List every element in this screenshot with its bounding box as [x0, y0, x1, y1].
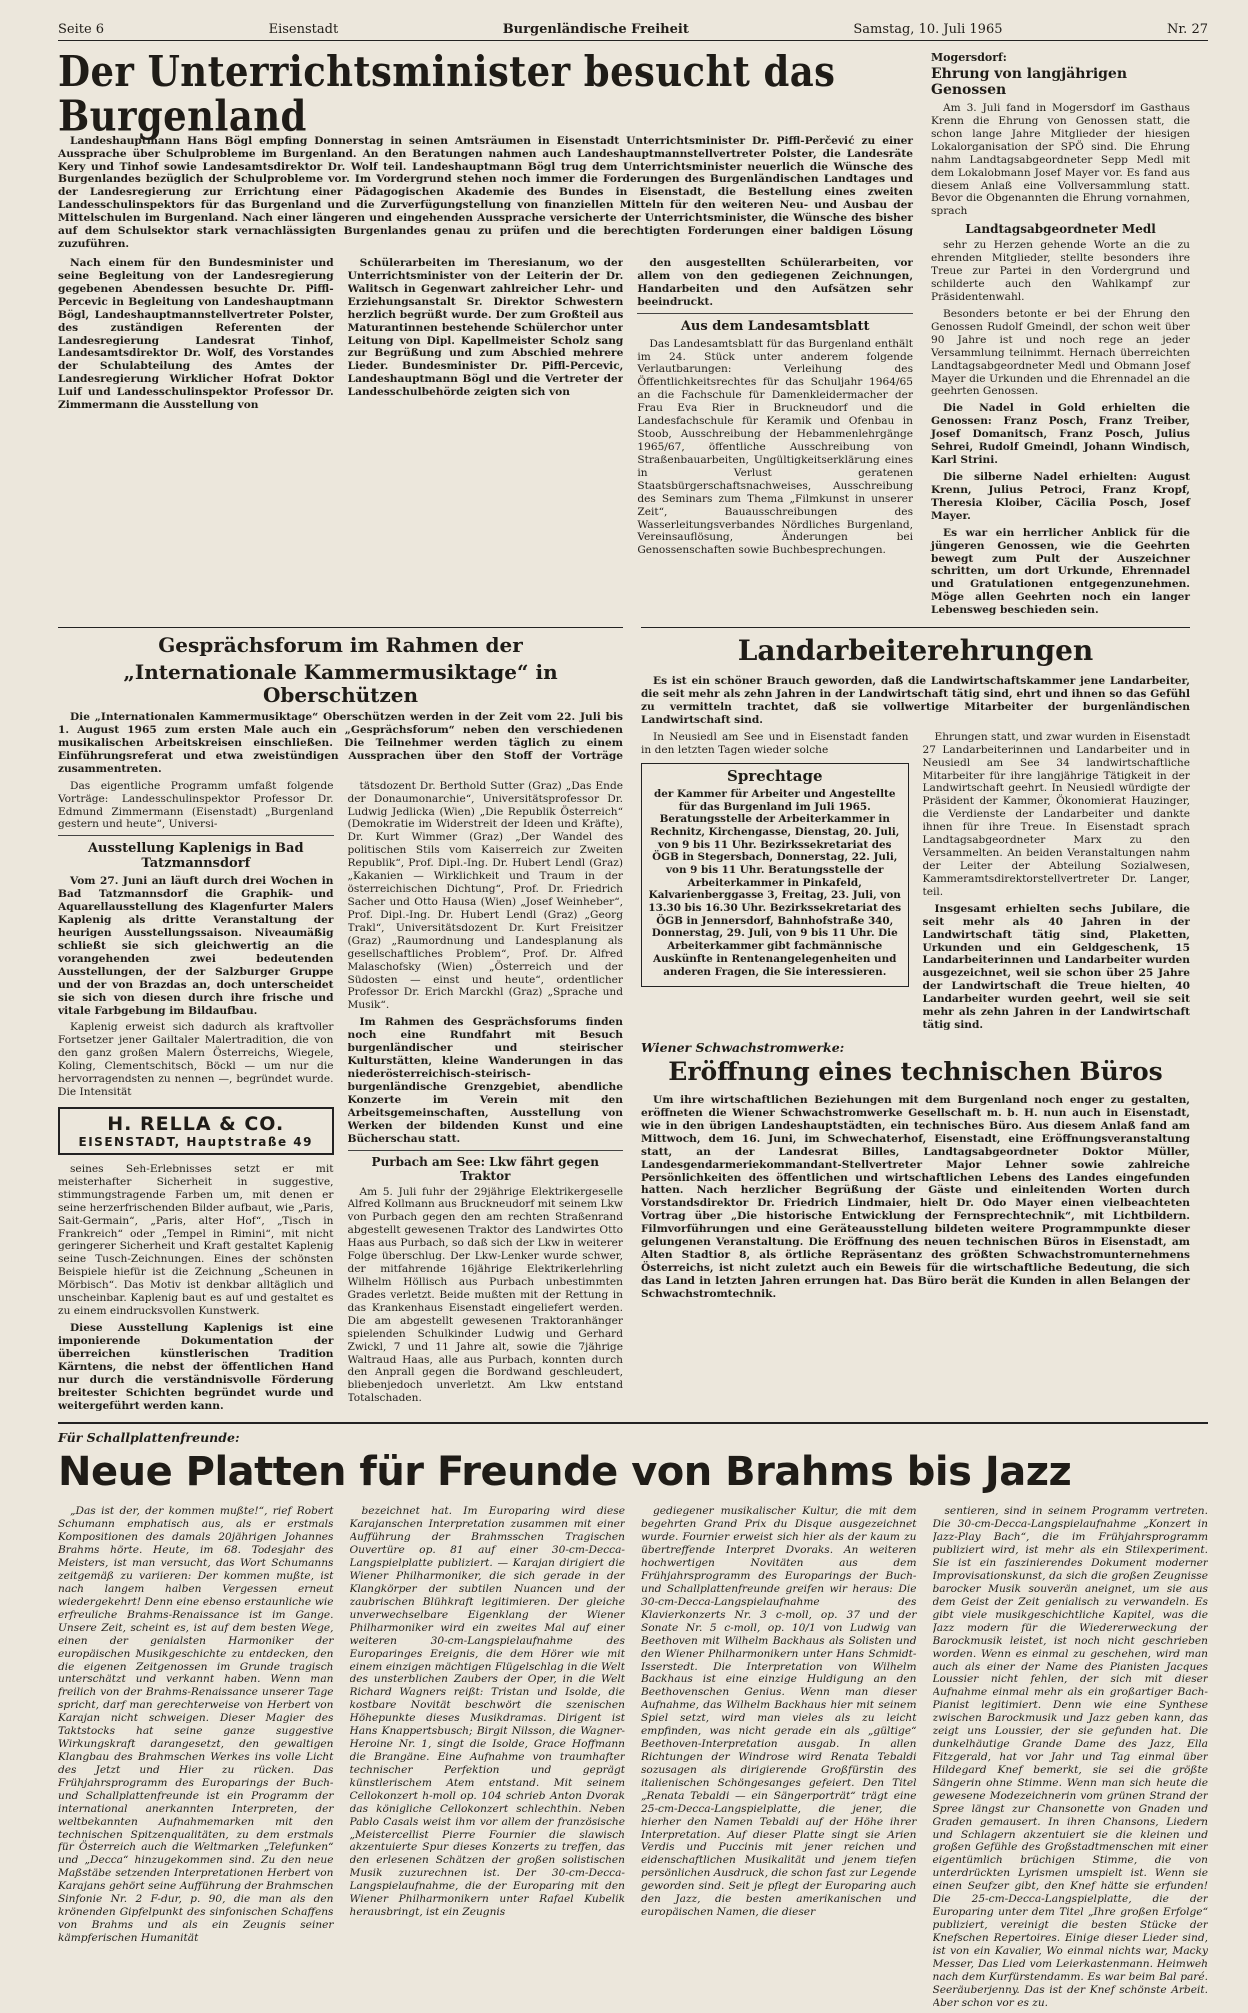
lower-left-block	[58, 621, 623, 1416]
main-col-3-text: den ausgestellten Schülerarbeiten, vor allem von den gediegenen Zeichnungen, Handarbeiten und den Aufsätzen sehr beeindruckt.	[637, 256, 914, 308]
sprechtage-text: der Kammer für Arbeiter und Angestellte für das Burgenland im Juli 1965. Beratungsstelle der Arbeiterkammer in Rechnitz, Kirchengasse, Dienstag, 20. Juli, von 9 bis 11 Uhr. Bezirkssekretariat des ÖGB in Stegersbach, Donnerstag, 22. Juli, von 9 bis 11 Uhr. Beratungsstelle der Arbeiterkammer in Pinkafeld, Kalvarienberggasse 3, Freitag, 23. Juli, von 13.30 bis 16.30 Uhr. Bezirkssekretariat des ÖGB in Jennersdorf, Bahnhofstraße 340, Donnerstag, 29. Juli, von 9 bis 11 Uhr. Die Arbeiterkammer gibt fachmännische Auskünfte in Rentenangelegenheiten und anderen Fragen, die Sie interessieren.	[648, 787, 902, 978]
forum-text-a: Das eigentliche Programm umfaßt folgende Vorträge: Landesschulinspektor Professor Dr. Edmund Zimmermann (Eisenstadt) „Burgenland gestern und heute“, Universi-	[58, 779, 334, 831]
platten-col-2	[350, 1505, 626, 2013]
sprechtage-box	[641, 763, 909, 988]
platten-col-1-text: „Das ist der, der kommen mußte!“, rief Robert Schumann emphatisch aus, als er erstmals Kompositionen des damals 20jährigen Johannes Brahms hörte. Heute, im 68. Todesjahr des Meisters, ist man versucht, das Wort Schumanns zeitgemäß zu variieren: Der kommen mußte, ist nach langem halben Vergessen erneut wiedergekehrt! Denn eine ebenso erstaunliche wie erfreuliche Brahms-Renaissance ist im Gange. Unsere Zeit, scheint es, ist auf dem besten Wege, einen der genialsten Harmoniker der europäischen Musikgeschichte zu entdecken, den die eigenen Zeitgenossen im Grunde tragisch unterschätzt und verkannt haben. Wenn man freilich von der Brahms-Renaissance unserer Tage spricht, darf man gerechterweise von Herbert von Karajan nicht schweigen. Dieser Magier des Taktstocks hat seine ganze suggestive Wirkungskraft darangesetzt, den gewaltigen Klangbau des Brahmschen Werkes ins volle Licht des Jetzt und Hier zu rücken. Das Frühjahrsprogramm des Europarings der Buch- und Schallplattenfreunde ist ein Programm der international anerkannten Interpreten, der weltbekannten Aufnahmemarken mit den technischen Spitzenqualitäten, zu dem erstmals für Österreich auch die Weltmarken „Telefunken“ und „Decca“ hinzugekommen sind. Zu den neue Maßstäbe setzenden Interpretationen Herbert von Karajans gehört seine Aufführung der Brahmschen Sinfonie Nr. 2 F-dur, p. 90, die man als den krönenden Gipfelpunkt des sinfonischen Schaffens von Brahms und als ein Zeugnis seiner kämpferischen Humanität	[58, 1505, 334, 1944]
landarbeiter-lead: Es ist ein schöner Brauch geworden, daß die Landwirtschaftskammer jene Landarbeiter, die seit mehr als zehn Jahren in der Landwirtschaft tätig sind, ehrt und ihnen so das Gefühl zu vermitteln trachtet, daß sie vollwertige Mitarbeiter der burgenländischen Landwirtschaft sind.	[641, 675, 1190, 726]
sidebar-subhead: Landtagsabgeordneter Medl	[965, 222, 1156, 237]
sidebar-kicker: Mogersdorf:	[931, 51, 1007, 64]
forum-lead: Die „Internationalen Kammermusiktage“ Oberschützen werden in der Zeit vom 22. Juli bis 1. August 1965 zum ersten Male auch ein „Gesprächsforum“ neben den verschiedenen musikalischen Arbeitskreisen einschließen. Die Teilnehmer werden täglich zu einem Einführungsreferat und etwa zweistündigen Aussprachen über den Stoff der Vorträge zusammentreten.	[58, 711, 623, 775]
landarbeiter-text-b: Ehrungen statt, und zwar wurden in Eisenstadt 27 Landarbeiterinnen und Landarbeiter und in Neusiedl am See 34 landwirtschaftliche Mitarbeiter für ihre langjährige Tätigkeit in der Landwirtschaft geehrt. In Neusiedl würdigte der Präsident der Kammer, Ökonomierat Hauzinger, die Verdienste der Landarbeiter und dankte ihnen für ihre Treue. In Eisenstadt sprach Landtagsabgeordneter Marx zu den Versammelten. An beiden Veranstaltungen nahm der Leiter der Abteilung Sozialwesen, Kammeramtsdirektorstellvertreter Dr. Langer, teil.	[922, 730, 1190, 898]
schwachstrom-headline: Eröffnung eines technischen Büros	[668, 1057, 1163, 1086]
platten-headline: Neue Platten für Freunde von Brahms bis Jazz	[58, 1449, 1072, 1496]
sprechtage-headline: Sprechtage	[727, 766, 823, 785]
landesamtsblatt-headline: Aus dem Landesamtsblatt	[680, 318, 870, 334]
landesamtsblatt-text: Das Landesamtsblatt für das Burgenland enthält im 24. Stück unter anderem folgende Verlautbarungen: Verleihung des Öffentlichkeitsrechtes für das Schuljahr 1964/65 an die Fachschule für Damenkleidermacher der Frau Eva Rier in Bruckneudorf und die Landesfachschule für Keramik und Ofenbau in Stoob, Ausschreibung der Hebammenlehrgänge 1965/67, öffentliche Ausschreibung von Straßenbauarbeiten, Ungültigkeitserklärung eines in Verlust geratenen Staatsbürgerschaftsnachweises, Ausschreibung des Seminars zum Thema „Filmkunst in unserer Zeit“, Bauausschreibungen des Wasserleitungsverbandes Nördliches Burgenland, Vereinsauflösung, Änderungen bei Genossenschaften sowie Buchbesprechungen.	[637, 337, 914, 557]
landarbeiter-col-left	[641, 731, 909, 1036]
purbach-text: Am 5. Juli fuhr der 29jährige Elektrikergeselle Alfred Kollmann aus Bruckneudorf mit seinem Lkw von Purbach gegen den am rechten Straßenrand abgestellt gewesenen Traktor des Landwirtes Otto Haas aus Purbach, so daß sich der Lkw in weiterer Folge überschlug. Der Lkw-Lenker wurde schwer, der mitfahrende 16jährige Elektrikerlehrling Wilhelm Höllisch aus Purbach unbestimmten Grades verletzt. Beide mußten mit der Rettung in das Krankenhaus Eisenstadt eingeliefert werden. Die am abgestellt gewesenen Traktoranhänger spielenden Schulkinder Ludwig und Gerhard Zwickl, 7 und 11 Jahre alt, sowie die 7jährige Waltraud Haas, alle aus Purbach, konnten durch den Anprall gegen die Bordwand geschleudert, bliebenjedoch unverletzt. Am Lkw entstand Totalschaden.	[347, 1185, 623, 1405]
main-col-2	[348, 257, 624, 561]
sidebar	[931, 49, 1190, 621]
platten-col-2-text: bezeichnet hat. Im Europaring wird diese Karajanschen Interpretation zusammen mit einer Aufführung der Brahmsschen Tragischen Ouvertüre op. 81 auf einer 30-cm-Decca-Langspielplatte publiziert. — Karajan dirigiert die Wiener Philharmoniker, die sich gerade in der Klangkörper der subtilen Nuancen und der zaubrischen Blühkraft legitimieren. Der gleiche unverwechselbare Eigenklang der Wiener Philharmoniker wird ein zweites Mal auf einer weiteren 30-cm-Langspielaufnahme des Europaringes Ereignis, die dem Hörer wie mit einem einzigen mächtigen Flügelschlag in die Welt des unsterblichen Zaubers der Oper, in die Welt Richard Wagners reißt: Tristan und Isolde, die kostbare Novität beschwört die szenischen Höhepunkte dieses Musikdramas. Dirigent ist Hans Knappertsbusch; Birgit Nilsson, die Wagner-Heroine Nr. 1, singt die Isolde, Grace Hoffmann die Brangäne. Eine Aufnahme von traumhafter technischer Perfektion und geprägt künstlerischem Atem entstand. Mit seinem Cellokonzert h-moll op. 104 schrieb Anton Dvorak das königliche Cellokonzert schlechthin. Neben Pablo Casals weist ihm vor allem der französische „Meistercellist Pierre Fournier die slawisch akzentuierte Spur dieses Konzerts zu treffen, das den erlesenen Schätzen der großen solistischen Musik zuzurechnen ist. Der 30-cm-Decca-Langspielaufnahme, die der Europaring mit den Wiener Philharmonikern unter Rafael Kubelik herausbringt, ist ein Zeugnis	[349, 1505, 625, 1919]
main-col-1	[58, 257, 334, 561]
platten-col-3-text: gediegener musikalischer Kultur, die mit dem begehrten Grand Prix du Disque ausgezeichnet wurde. Fournier erweist sich hier als der kaum zu übertreffende Interpret Dvoraks. An weiteren hochwertigen Novitäten aus dem Frühjahrsprogramm des Europarings der Buch- und Schallplattenfreunde greifen wir heraus: Die 30-cm-Decca-Langspielaufnahme des Klavierkonzerts Nr. 3 c-moll, op. 37 und der Sonate Nr. 5 c-moll, op. 10/1 von Ludwig van Beethoven mit Wilhelm Backhaus als Solisten und den Wiener Philharmonikern unter Hans Schmidt-Isserstedt. Die Interpretation von Wilhelm Backhaus ist eine einzige Huldigung an den Beethovenschen Genius. Wenn man dieser Aufnahme, das Wilhelm Backhaus hier mit seinem Spiel setzt, wird man vieles als zu leicht empfinden, was nicht gerade ein als „gültige“ Beethoven-Interpretation ausgab. In allen Richtungen der Windrose wird Renata Tebaldi sozusagen als dirigierende Großfürstin des italienischen Schöngesanges gefeiert. Den Titel „Renata Tebaldi — ein Sängerporträt“ trägt eine 25-cm-Decca-Langspielplatte, die jener, die hierher den Namen Tebaldi auf der Höhe ihrer Interpretation. Auf dieser Platte singt sie Arien Verdis und Puccinis mit jener reichen und eidenschaftlichen Musikalität und jenem tiefen persönlichen Ausdruck, die schon fast zur Legende geworden sind. Seit je pflegt der Europaring auch den Jazz, die besten amerikanischen und europäischen Namen, die dieser	[641, 1505, 917, 1919]
landarbeiter-col-right	[923, 731, 1191, 1036]
purbach-headline: Purbach am See: Lkw fährt gegen Traktor	[371, 1154, 599, 1183]
landarbeiter-text-a: In Neusiedl am See und in Eisenstadt fanden in den letzten Tagen wieder solche	[641, 730, 909, 756]
schwachstrom-text: Um ihre wirtschaftlichen Beziehungen mit dem Burgenland noch enger zu gestalten, eröffneten die Wiener Schwachstromwerke Gesellschaft m. b. H. nun auch in Eisenstadt, wie in den übrigen Landeshauptstädten, ein technisches Büro. Aus diesem Anlaß fand am Mittwoch, dem 16. Juni, im Schwechaterhof, Eisenstadt, eine Eröffnungsveranstaltung statt, an der Landesrat Billes, Landtagsabgeordneter Doktor Müller, Landesgendarmeriekommandant-Stellvertreter Major Lehner sowie zahlreiche Persönlichkeiten des öffentlichen und wirtschaftlichen Lebens des Landes eingefunden hatten. Nach herzlicher Begrüßung der Gäste und einleitenden Worten durch Vorstandsdirektor Dr. Friedrich Lindmaier, hielt Dr. Odo Mayer einen vielbeachteten Vortrag über „Die historische Entwicklung der Fernsprechtechnik“, mit Lichtbildern. Filmvorführungen und eine Geräteausstellung bildeten weitere Programmpunkte dieser gelungenen Veranstaltung. Die Eröffnung des neuen technischen Büros in Eisenstadt, am Alten Stadtior 8, als örtliche Repräsentanz des größten Schwachstromunternehmens Österreichs, ist nicht zuletzt auch ein Beweis für die wirtschaftliche Bedeutung, die sich das Land in letzten Jahren errungen hat. Das Büro berät die Kunden in allen Belangen der Schwachstromtechnik.	[641, 1094, 1190, 1300]
issue-date: Samstag, 10. Juli 1965	[853, 22, 1003, 37]
forum-text-b: tätsdozent Dr. Berthold Sutter (Graz) „Das Ende der Donaumonarchie“, Universitätsprofessor Dr. Ludwig Jedlicka (Wien) „Die Republik Österreich“ (Demokratie im Widerstreit der Ideen und Kräfte), Dr. Kurt Wimmer (Graz) „Der Wandel des politischen Stils vom Kaiserreich zur Zweiten Republik“, Prof. Dipl.-Ing. Dr. Hubert Lendl (Graz) „Kakanien — Wirklichkeit und Traum in der österreichischen Dichtung“, Prof. Dr. Friedrich Sacher und Otto Hausa (Wien) „Josef Weinheber“, Prof. Dipl.-Ing. Dr. Hubert Lendl (Graz) „Georg Trakl“, Universitätsdozent Dr. Kurt Freisitzer (Graz) „Raumordnung und Landesplanung als gesellschaftliches Problem“, Prof. Dr. Alfred Malaschofsky (Wien) „Österreich und der Südosten — einst und heute“, ordentlicher Professor Dr. Erich Marckhl (Graz) „Sprache und Musik“.	[347, 779, 623, 1012]
schwachstrom-kicker: Wiener Schwachstromwerke:	[641, 1040, 845, 1055]
kaplenig-text-3: Diese Ausstellung Kaplenigs ist eine imponierende Dokumentation der überreichen künstlerischen Tradition Kärntens, die nebst der öffentlichen Hand nur durch die verständnisvolle Förderung breitester Schichten begründet wurde und weitergeführt werden kann.	[58, 1322, 334, 1412]
sidebar-text-4: Die Nadel in Gold erhielten die Genossen: Franz Posch, Franz Treiber, Josef Domanitsch, Franz Posch, Julius Sehrei, Rudolf Gmeindl, Johann Windisch, Karl Strini.	[931, 402, 1190, 467]
platten-col-1	[58, 1505, 334, 2013]
forum-text-c: Im Rahmen des Gesprächsforums finden noch eine Rundfahrt mit Besuch burgenländischer und steirischer Kulturstätten, kleine Wanderungen in das niederösterreichisch-steirisch-burgenländische Grenzgebiet, abendliche Konzerte im Verein mit den Arbeitsgemeinschaften, Ausstellung von Werken der bildenden Kunst und eine Bücherschau statt.	[347, 1016, 623, 1145]
lower-right-block	[641, 621, 1190, 1416]
masthead	[58, 22, 1208, 41]
sidebar-text-5: Die silberne Nadel erhielten: August Krenn, Julius Petroci, Franz Kropf, Theresia Kloiber, Cäcilia Posch, Josef Mayer.	[931, 470, 1190, 522]
platten-section	[58, 1422, 1208, 2013]
forum-col-left	[58, 780, 334, 1417]
landarbeiter-headline: Landarbeiterehrungen	[737, 634, 1094, 668]
main-area	[58, 45, 914, 621]
masthead-city: Eisenstadt	[268, 22, 339, 37]
main-lead-text: Landeshauptmann Hans Bögl empfing Donnerstag in seinen Amtsräumen in Eisenstadt Unterrichtsminister Dr. Piffl-Perčević zu einer Aussprache über Schulprobleme im Burgenland. An den Beratungen nahmen auch Landeshauptmannstellvertreter Polster, die Landesräte Kery und Tinhof sowie Landesamtsdirektor Dr. Wolf teil. Landeshauptmann Bögl trug dem Unterrichtsminister neuerlich die Wünsche des Burgenlandes bezüglich der Schulprobleme vor. Im Vordergrund stehen noch immer die Forderungen des Burgenländischen Landtages und der Landesregierung zur Errichtung einer Pädagogischen Akademie des Bundes in Eisenstadt, die Bestellung eines zweiten Landesschulinspektors für das Burgenland und die Zurverfügungstellung von finanziellen Mitteln für den weiteren Neu- und Ausbau der Mittelschulen im Burgenland. Nach einer längeren und eingehenden Aussprache versicherte der Unterrichtsminister, die Wünsche des bisher auf dem Schulsektor stark vernachlässigten Burgenlandes genau zu prüfen und die berechtigten Forderungen einer baldigen Lösung zuzuführen.	[58, 134, 913, 251]
main-lead	[58, 135, 913, 251]
platten-kicker: Für Schallplattenfreunde:	[58, 1430, 240, 1446]
sidebar-text-2: sehr zu Herzen gehende Worte an die zu ehrenden Mitglieder, stellte besonders ihre Treue zur Partei in den Vordergrund und schilderte auch den Wahlkampf zur Präsidentenwahl.	[931, 239, 1190, 303]
kaplenig-text: Kaplenig erweist sich dadurch als kraftvoller Fortsetzer jener Gailtaler Malertradition, die von den ganz großen Malern Österreichs, Wiegele, Koling, Clementschitsch, Böckl — um nur die hervorragendsten zu nennen —, begründet wurde. Die Intensität	[58, 1021, 334, 1099]
main-col-1-text: Nach einem für den Bundesminister und seine Begleitung von der Landesregierung gegebenen Abendessen besuchte Dr. Piffl-Percevic in Begleitung von Landeshauptmann Bögl, Landeshauptmannstellvertreter Polster, des zuständigen Referenten der Landesregierung Landesrat Tinhof, Landesamtsdirektor Dr. Wolf, des Vorstandes der Schulabteilung des Amtes der Landesregierung Wirklicher Hofrat Doktor Luif und Landesschulinspektor Professor Dr. Zimmermann die Ausstellung von	[58, 256, 334, 412]
main-col-3	[637, 257, 913, 561]
landarbeiter-text-c: Insgesamt erhielten sechs Jubilare, die seit mehr als 40 Jahren in der Landwirtschaft tätig sind, Plaketten, Urkunden und ein Geldgeschenk, 15 Landarbeiterinnen und Landarbeiter wurden ausgezeichnet, weil sie schon über 25 Jahre der Landwirtschaft die Treue hielten, 40 Landarbeiter wurden geehrt, weil sie seit mehr als zehn Jahren in der Landwirtschaft tätig sind.	[922, 902, 1190, 1032]
main-headline: Der Unterrichtsminister besucht das Burgenland	[58, 45, 836, 141]
issue-number: Nr. 27	[1167, 22, 1208, 37]
paper-title: Burgenländische Freiheit	[502, 22, 689, 37]
main-col-2-text: Schülerarbeiten im Theresianum, wo der Unterrichtsminister von der Leiterin der Dr. Walitsch in Gegenwart zahlreicher Lehr- und Erziehungsanstalt Sr. Direktor Schwestern herzlich begrüßt wurde. Der zum Großteil aus Maturantinnen bestehende Schülerchor unter Leitung von Dipl. Kapellmeister Scholz sang zur Begrüßung und zum Abschied mehrere Lieder. Bundesminister Dr. Piffl-Percevic, Landeshauptmann Bögl und die Vertreter der Landesschulbehörde zeigten sich von	[347, 256, 624, 399]
kaplenig-headline: Ausstellung Kaplenigs in Bad Tatzmannsdorf	[87, 841, 304, 872]
forum-headline-1: Gesprächsforum im Rahmen der	[158, 633, 523, 658]
sidebar-headline: Ehrung von langjährigen Genossen	[931, 66, 1128, 98]
platten-col-3	[641, 1505, 917, 2013]
page-number: Seite 6	[58, 22, 105, 37]
platten-col-4-text: sentieren, sind in seinem Programm vertreten. Die 30-cm-Decca-Langspielaufnahme „Konzert in Jazz-Play Bach“, die im Frühjahrsprogramm publiziert wird, ist mehr als ein Stilexperiment. Sie ist ein faszinierendes Dokument moderner Improvisationskunst, da sich die großen Zeugnisse barocker Musik souverän aneignet, um sie aus dem Geist der Zeit genialisch zu verwandeln. Es gibt viele musikgeschichtliche Kapitel, was die Jazz modern für die Wiedererweckung der Barockmusik leistet, ist noch nicht geschrieben worden. Wenn es einmal zu geschehen, wird man auch als einer der Name des Pianisten Jacques Loussier nicht fehlen, der sich mit dieser Aufnahme einmal mehr als ein großartiger Bach-Pianist legitimiert. Denn wie eine Synthese zwischen Barockmusik und Jazz geben kann, das zeigt uns Loussier, der sie gefunden hat. Die dunkelhäutige Grande Dame des Jazz, Ella Fitzgerald, hat vor Jahr und Tag einmal über Hildegard Knef bemerkt, sie sei die größte Sängerin ohne Stimme. Wenn man sich heute die gewesene Modezeichnerin vom grünen Strand der Spree längst zur Chansonette von Gnaden und Graden gemausert. In ihren Chansons, Liedern und Schlagern akzentuiert sie die kleinen und großen Gefühle des Großstadtmenschen mit einer eigentümlich brüchigen Stimme, die von unterdrückten Lyrismen umspielt ist. Wenn sie einen Seufzer gibt, den Knef hätte sie erfunden! Die 25-cm-Decca-Langspielplatte, die der Europaring unter dem Titel „Ihre großen Erfolge“ publiziert, vereinigt die besten Stücke der Knefschen Repertoires. Einige dieser Lieder sind, ist von ein Kavalier, Wo einmal nichts war, Macky Messer, Das Lied vom Leierkastenmann. Heimweh nach dem Kurfürstendamm. Es war beim Bal paré. Seeräuberjenny. Das ist der Knef schönste Arbeit. Aber schon vor es zu.	[932, 1505, 1208, 2009]
forum-col-right	[348, 780, 624, 1417]
sidebar-text-6: Es war ein herrlicher Anblick für die jüngeren Genossen, wie die Geehrten bewegt zum Pult der Auszeichner schritten, um dort Urkunde, Ehrennadel und Gratulationen entgegenzunehmen. Möge allen Geehrten noch ein langer Lebensweg beschieden sein.	[931, 526, 1190, 617]
rella-advertisement	[58, 1107, 334, 1155]
forum-headline-2: „Internationale Kammermusiktage“ in Oberschützen	[123, 660, 558, 708]
sidebar-text-3: Besonders betonte er bei der Ehrung den Genossen Rudolf Gmeindl, der schon weit über 90 Jahre ist und noch rege an jeder Versammlung teilnimmt. Hernach überreichten Landtagsabgeordneter Medl und Obmann Josef Mayer die Urkunden und die Ehrennadel an die geehrten Genossen.	[931, 307, 1190, 398]
kaplenig-text-bold: Vom 27. Juni an läuft durch drei Wochen in Bad Tatzmannsdorf die Graphik- und Aquarellausstellung des Klagenfurter Malers Kaplenig als dritte Veranstaltung der heurigen Ausstellungssaison. Niveaumäßig schließt sie sich gleichwertig an die vorangehenden zwei bedeutenden Ausstellungen, der der Salzburger Gruppe und der von Brazdas an, doch unterscheidet sie sich von diesen durch ihre frische und vitale Farbgebung im Bildaufbau.	[58, 875, 334, 1017]
ad-company-name: H. RELLA & CO.	[107, 1112, 285, 1135]
sidebar-text-1: Am 3. Juli fand in Mogersdorf im Gasthaus Krenn die Ehrung von Genossen statt, die schon lange Jahre Mitglieder der hiesigen Lokalorganisation der SPÖ sind. Die Ehrung nahm Landtagsabgeordneter Sepp Medl mit dem Lokalobmann Josef Mayer vor. Es fand aus diesem Anlaß eine Vollversammlung statt. Bevor die Obgenannten die Ehrung vornahmen, sprach	[931, 102, 1190, 218]
ad-address: EISENSTADT, Hauptstraße 49	[78, 1134, 313, 1149]
platten-col-4	[933, 1505, 1209, 2013]
kaplenig-text-2: seines Seh-Erlebnisses setzt er mit meisterhafter Sicherheit in suggestive, stimmungstragende Farben um, mit denen er seine herzerfrischenden Bilder aufbaut, wie „Paris, Sait-Germain“, „Paris, alter Hof“, „Tisch in Frankreich“ oder „Tempel in Rimini“, mit nicht geringerer Sicherheit und Kraft gestaltet Kaplenig seine Tusch-Zeichnungen. Eines der schönsten Beispiele hiefür ist die Zeichnung „Scheunen in Mörbisch“. Das Motiv ist denkbar alltäglich und unscheinbar. Kaplenig baut es auf und gestaltet es zu einem eindrucksvollen Kunstwerk.	[58, 1162, 334, 1318]
